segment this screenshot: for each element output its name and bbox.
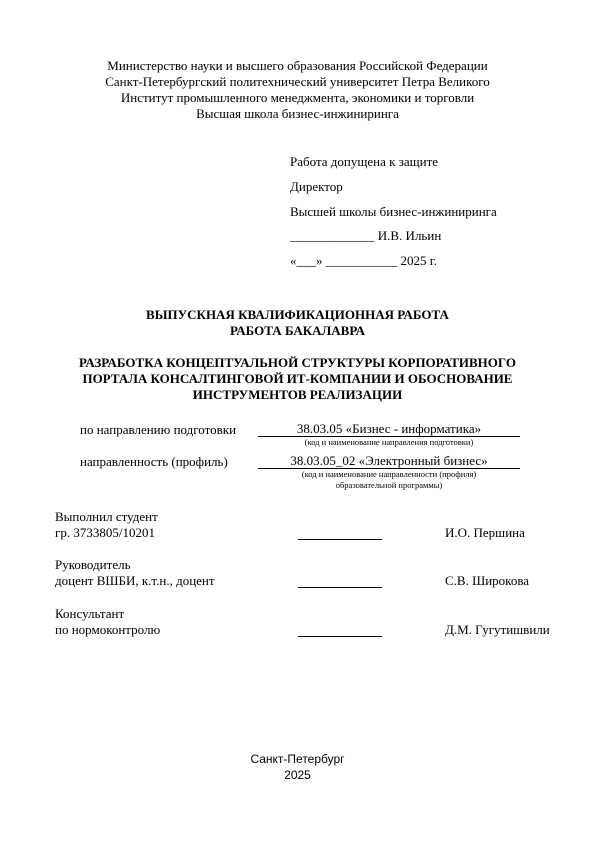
year: 2025	[284, 768, 311, 782]
school-name: Высшая школа бизнес-инжиниринга	[196, 106, 399, 121]
supervisor-signature-line	[298, 587, 382, 588]
student-role: Выполнил студент	[55, 509, 158, 524]
approval-signature-line: _____________ И.В. Ильин	[290, 228, 442, 243]
consultant-position: по нормоконтролю	[55, 622, 161, 637]
direction-label: по направлению подготовки	[80, 422, 237, 437]
profile-hint: (код и наименование направленности (профиля)	[301, 469, 477, 479]
approval-date-line: «___» ___________ 2025 г.	[290, 253, 437, 268]
institute-name: Институт промышленного менеджмента, экономики и торговли	[120, 90, 475, 105]
direction-hint: (код и наименование направления подготовки)	[304, 437, 474, 447]
supervisor-position: доцент ВШБИ, к.т.н., доцент	[55, 573, 215, 588]
profile-value: 38.03.05_02 «Электронный бизнес»	[258, 453, 520, 469]
work-degree: РАБОТА БАКАЛАВРА	[230, 323, 365, 338]
work-topic-line: ПОРТАЛА КОНСАЛТИНГОВОЙ ИТ-КОМПАНИИ И ОБОСНОВАНИЕ	[82, 371, 513, 386]
direction-value: 38.03.05 «Бизнес - информатика»	[258, 421, 520, 437]
work-topic-line: РАЗРАБОТКА КОНЦЕПТУАЛЬНОЙ СТРУКТУРЫ КОРПОРАТИВНОГО	[79, 355, 516, 370]
work-type: ВЫПУСКНАЯ КВАЛИФИКАЦИОННАЯ РАБОТА	[146, 307, 449, 322]
work-topic-line: ИНСТРУМЕНТОВ РЕАЛИЗАЦИИ	[192, 387, 403, 402]
approval-text: Работа допущена к защите	[290, 154, 439, 169]
consultant-role: Консультант	[55, 606, 125, 621]
profile-hint: образовательной программы)	[335, 480, 443, 490]
consultant-signature-line	[298, 636, 382, 637]
supervisor-role: Руководитель	[55, 557, 131, 572]
consultant-name: Д.М. Гугутишвили	[445, 622, 550, 637]
ministry-name: Министерство науки и высшего образования Российской Федерации	[107, 58, 488, 73]
approval-school: Высшей школы бизнес-инжиниринга	[290, 204, 497, 219]
student-signature-line	[298, 539, 382, 540]
profile-label: направленность (профиль)	[80, 454, 228, 469]
city: Санкт-Петербург	[250, 752, 345, 766]
student-name: И.О. Першина	[445, 525, 525, 540]
university-name: Санкт-Петербургский политехнический университет Петра Великого	[105, 74, 490, 89]
student-group: гр. 3733805/10201	[55, 525, 155, 540]
supervisor-name: С.В. Широкова	[445, 573, 530, 588]
approval-position: Директор	[290, 179, 343, 194]
